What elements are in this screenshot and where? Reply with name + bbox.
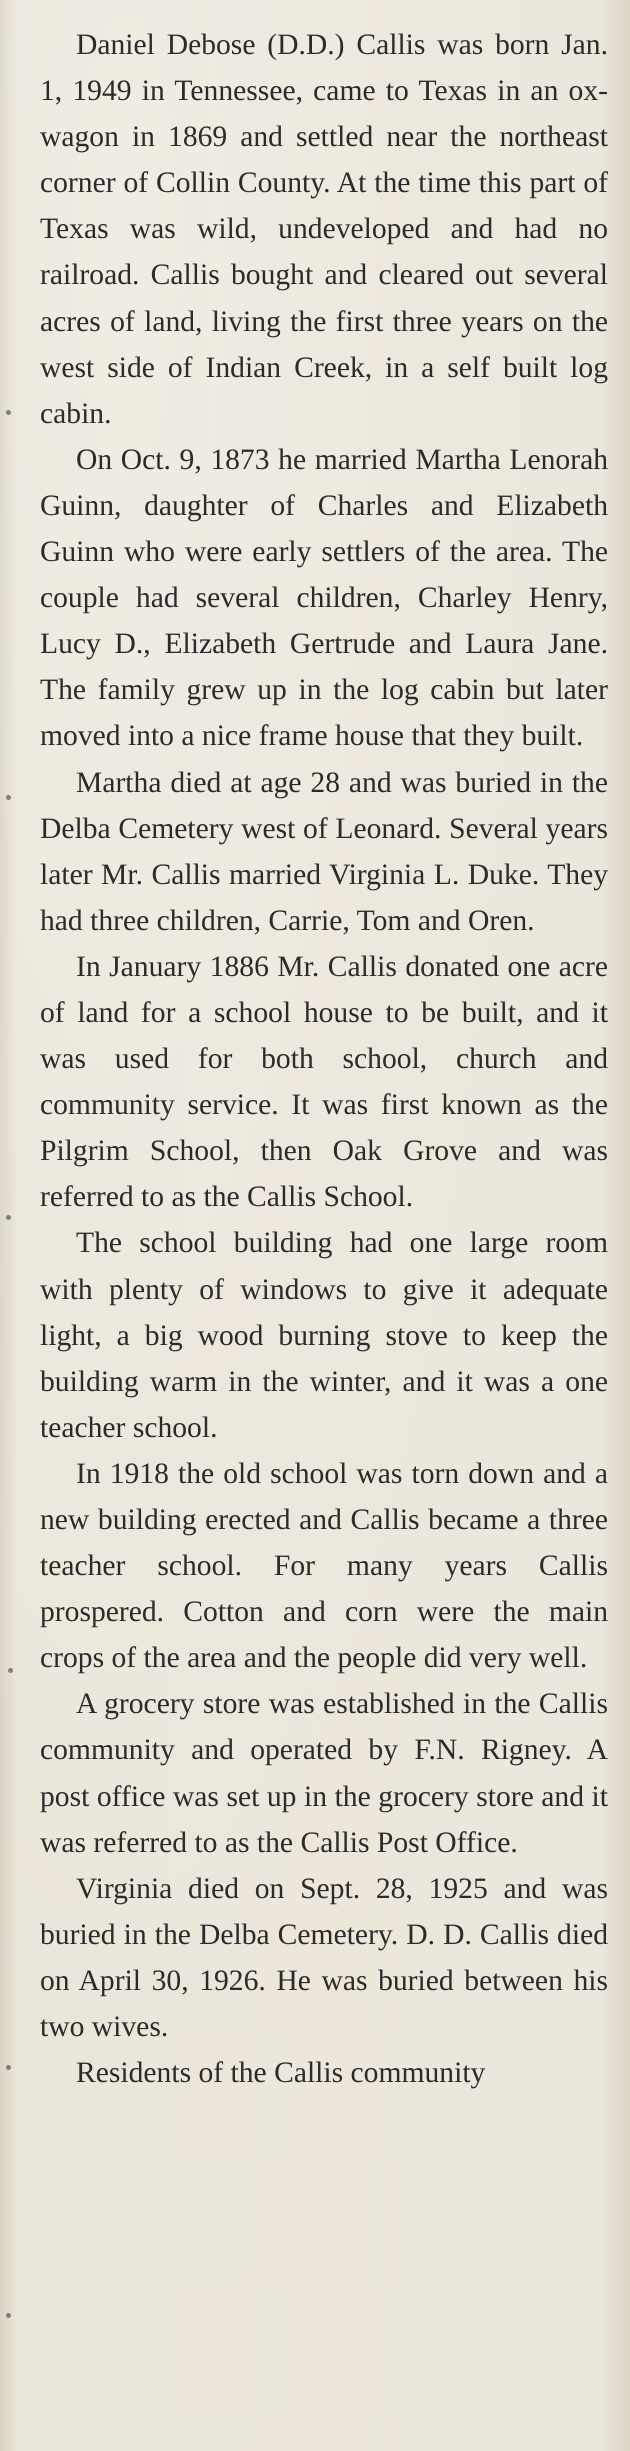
- article-paragraph-9: Residents of the Callis community: [76, 2057, 486, 2090]
- ink-bleed-mark: [6, 2313, 11, 2318]
- ink-bleed-mark: [6, 795, 11, 800]
- ink-bleed-mark: [6, 2065, 11, 2070]
- article-column: [40, 22, 608, 2096]
- ink-bleed-mark: [6, 1215, 11, 1220]
- article-paragraph-3: Martha died at age 28 and was buried in the Delba Cemetery west of Leonard. Several years later Mr. Callis married Virginia L. Duke. They had three children, Carrie, Tom and Oren.: [40, 766, 608, 937]
- article-paragraph-5: The school building had one large room with plenty of windows to give it adequate light, a big wood burning stove to keep the building warm in the winter, and it was a one teacher school.: [40, 1227, 608, 1444]
- article-paragraph-7: A grocery store was established in the Callis community and operated by F.N. Rigney. A post office was set up in the grocery store and it was referred to as the Callis Post Office.: [40, 1688, 608, 1859]
- article-paragraph-8: Virginia died on Sept. 28, 1925 and was buried in the Delba Cemetery. D. D. Callis died on April 30, 1926. He was buried between his two wives.: [40, 1872, 608, 2044]
- ink-bleed-mark: [6, 410, 11, 415]
- article-paragraph-6: In 1918 the old school was torn down and a new building erected and Callis became a three teacher school. For many years Callis prospered. Cotton and corn were the main crops of the area and the people did very well.: [40, 1457, 608, 1675]
- article-paragraph-4: In January 1886 Mr. Callis donated one acre of land for a school house to be built, and it was used for both school, church and community service. It was first known as the Pilgrim School, then Oak Grove and was referred to as the Callis School.: [40, 950, 608, 1214]
- article-paragraph-1: Daniel Debose (D.D.) Callis was born Jan. 1, 1949 in Tennessee, came to Texas in an ox-wagon in 1869 and settled near the northeast corner of Collin County. At the time this part of Texas was wild, undeveloped and had no railroad. Callis bought and cleared out several acres of land, living the first three years on the west side of Indian Creek, in a self built log cabin.: [40, 29, 608, 430]
- article-paragraph-2: On Oct. 9, 1873 he married Martha Lenorah Guinn, daughter of Charles and Elizabeth Guinn who were early settlers of the area. The couple had several children, Charley Henry, Lucy D., Elizabeth Gertrude and Laura Jane. The family grew up in the log cabin but later moved into a nice frame house that they built.: [40, 443, 608, 753]
- ink-bleed-mark: [8, 1668, 13, 1673]
